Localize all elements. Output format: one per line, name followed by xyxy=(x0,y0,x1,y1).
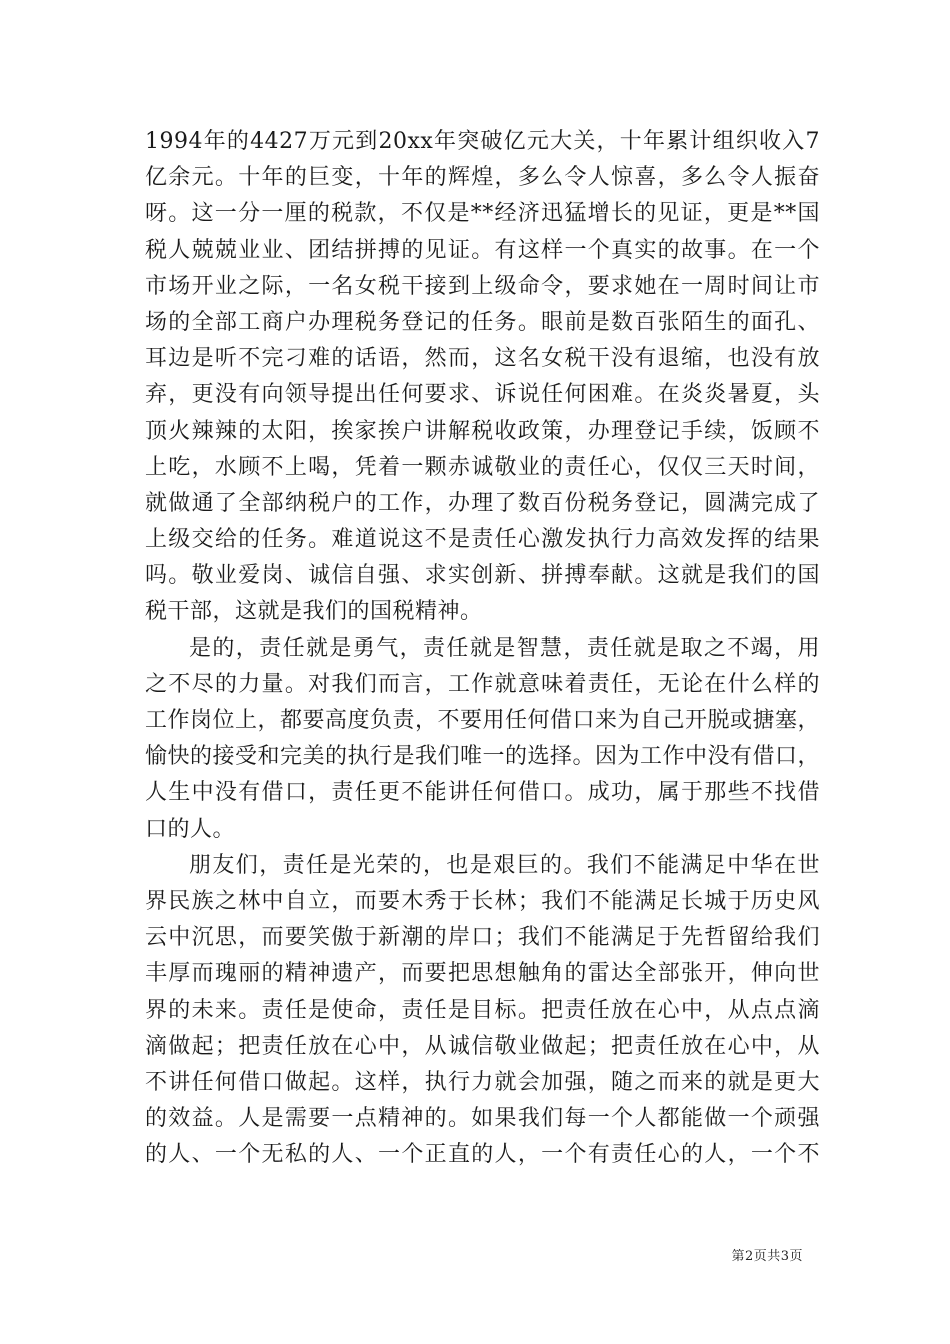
text-line: 顶火辣辣的太阳，挨家挨户讲解税收政策，办理登记手续，饭顾不 xyxy=(145,418,820,444)
document-body xyxy=(145,124,820,1173)
text-line: 就做通了全部纳税户的工作，办理了数百份税务登记，圆满完成了 xyxy=(145,490,820,516)
text-line: 界民族之林中自立，而要木秀于长林；我们不能满足长城于历史风 xyxy=(145,888,820,914)
text-line: 市场开业之际，一名女税干接到上级命令，要求她在一周时间让市 xyxy=(145,273,820,299)
text-line: 丰厚而瑰丽的精神遗产，而要把思想触角的雷达全部张开，伸向世 xyxy=(145,961,820,987)
text-line: 滴做起；把责任放在心中，从诚信敬业做起；把责任放在心中，从 xyxy=(145,1033,820,1059)
page-number: 第2页共3页 xyxy=(731,1249,803,1264)
text-line: 上吃，水顾不上喝，凭着一颗赤诚敬业的责任心，仅仅三天时间， xyxy=(145,454,820,480)
text-line: 呀。这一分一厘的税款，不仅是**经济迅猛增长的见证，更是**国 xyxy=(145,201,820,227)
text-line: 的人、一个无私的人、一个正直的人，一个有责任心的人，一个不 xyxy=(145,1142,820,1168)
text-line: 吗。敬业爱岗、诚信自强、求实创新、拼搏奉献。这就是我们的国 xyxy=(145,563,820,589)
text-line: 人生中没有借口，责任更不能讲任何借口。成功，属于那些不找借 xyxy=(145,780,820,806)
text-line: 之不尽的力量。对我们而言，工作就意味着责任，无论在什么样的 xyxy=(145,671,820,697)
text-line: 耳边是听不完刁难的话语，然而，这名女税干没有退缩，也没有放 xyxy=(145,346,820,372)
text-line: 税人兢兢业业、团结拼搏的见证。有这样一个真实的故事。在一个 xyxy=(145,237,820,263)
text-line: 愉快的接受和完美的执行是我们唯一的选择。因为工作中没有借口， xyxy=(145,744,821,770)
text-line: 税干部，这就是我们的国税精神。 xyxy=(145,599,483,625)
text-line: 亿余元。十年的巨变，十年的辉煌，多么令人惊喜，多么令人振奋 xyxy=(145,165,820,191)
text-line: 朋友们，责任是光荣的，也是艰巨的。我们不能满足中华在世 xyxy=(189,852,820,878)
text-line: 场的全部工商户办理税务登记的任务。眼前是数百张陌生的面孔、 xyxy=(145,309,820,335)
text-line: 是的，责任就是勇气，责任就是智慧，责任就是取之不竭，用 xyxy=(189,635,820,661)
text-line: 云中沉思，而要笑傲于新潮的岸口；我们不能满足于先哲留给我们 xyxy=(145,925,820,951)
text-line: 上级交给的任务。难道说这不是责任心激发执行力高效发挥的结果 xyxy=(145,527,820,553)
text-line: 界的未来。责任是使命，责任是目标。把责任放在心中，从点点滴 xyxy=(145,997,820,1023)
text-line: 口的人。 xyxy=(145,816,236,842)
text-line: 不讲任何借口做起。这样，执行力就会加强，随之而来的就是更大 xyxy=(145,1069,820,1095)
text-line: 的效益。人是需要一点精神的。如果我们每一个人都能做一个顽强 xyxy=(145,1106,820,1132)
text-line: 弃，更没有向领导提出任何要求、诉说任何困难。在炎炎暑夏，头 xyxy=(145,382,820,408)
text-line: 工作岗位上，都要高度负责，不要用任何借口来为自己开脱或搪塞， xyxy=(145,708,821,733)
text-line: 1994年的4427万元到20xx年突破亿元大关，十年累计组织收入7 xyxy=(145,129,820,154)
